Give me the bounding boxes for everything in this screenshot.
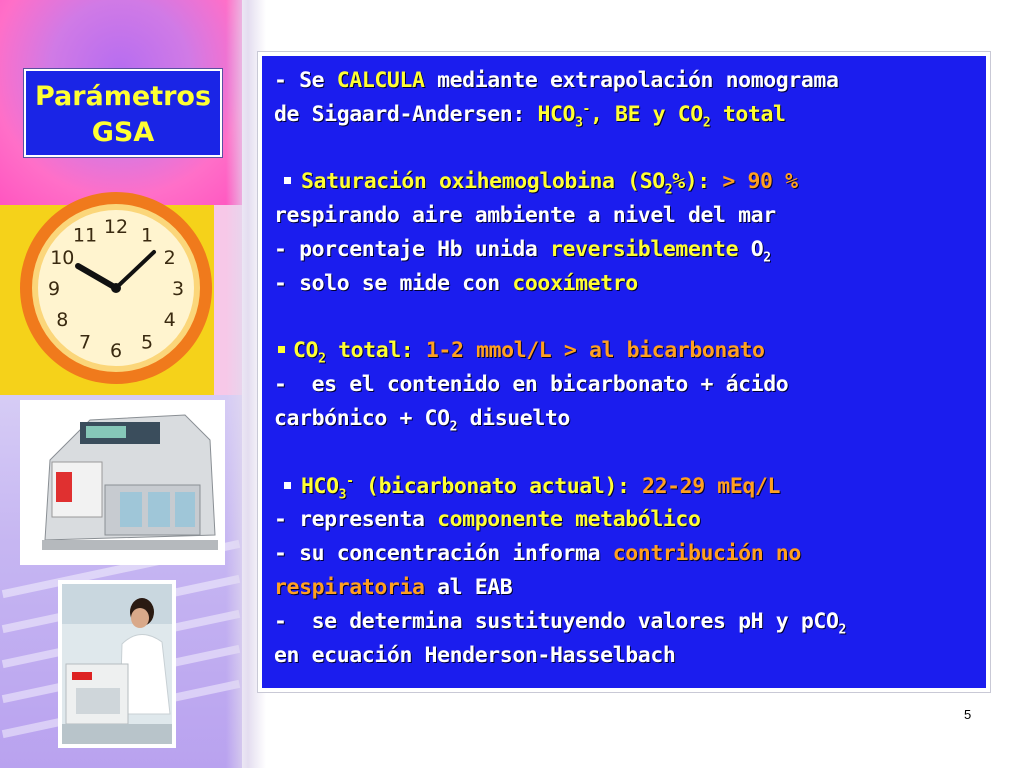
- bullet-icon: [284, 177, 291, 184]
- clock-numeral: 7: [78, 331, 92, 354]
- title-line-2: GSA: [91, 117, 155, 148]
- clock-numeral: 3: [171, 278, 185, 300]
- clock-numeral: 4: [163, 309, 176, 331]
- bullet-icon: [278, 346, 285, 353]
- title-line-1: Parámetros: [34, 81, 212, 112]
- clock-numeral: 9: [47, 278, 61, 300]
- clock-numeral: 2: [163, 247, 176, 269]
- clock-numeral: 12: [103, 216, 129, 238]
- lab-technician-photo-frame: [58, 580, 176, 748]
- text-line: - porcentaje Hb unida reversiblemente $O_2$: [274, 236, 771, 266]
- clock-numeral: 6: [109, 340, 123, 362]
- text-line: - es el contenido en bicarbonato + ácido: [274, 372, 789, 398]
- text-line: Saturación oxihemoglobina $(SO_2\%)$: > 90 %: [274, 165, 976, 199]
- clock-numeral: 1: [140, 224, 154, 247]
- slide-title: [24, 69, 222, 157]
- text-line: - se determina sustituyendo valores pH y pCO$_2$: [274, 608, 846, 638]
- clock-numeral: 5: [140, 331, 154, 354]
- clock-numeral: 10: [50, 247, 75, 269]
- text-line: en ecuación Henderson-Hasselbach: [274, 642, 676, 668]
- clock-numeral: 8: [56, 309, 69, 331]
- bullet-icon: [284, 482, 291, 489]
- text-line: - Se CALCULA mediante extrapolación nomograma: [274, 68, 839, 93]
- text-line: respiratoria al EAB: [274, 574, 513, 600]
- clock-numeral: 11: [72, 224, 98, 247]
- lab-technician-photo: [62, 584, 172, 744]
- text-line: $HCO_3^-$ (bicarbonato actual): 22-29 mEq/L: [274, 470, 976, 504]
- text-line: - solo se mide con cooxímetro: [274, 270, 638, 296]
- text-line: $CO_2$ total: 1-2 mmol/L > al bicarbonato: [274, 334, 976, 368]
- text-line: - su concentración informa contribución no: [274, 541, 801, 567]
- text-line: de Sigaard-Andersen: $HCO_3^-$, BE y $CO_2$ total: [274, 101, 786, 131]
- blood-gas-analyzer-image: [20, 400, 225, 565]
- page-number: 5: [964, 707, 972, 722]
- clock-icon: [18, 190, 214, 386]
- text-line: carbónico + $CO_2$ disuelto: [274, 405, 570, 435]
- text-line: respirando aire ambiente a nivel del mar: [274, 203, 776, 229]
- text-line: - representa componente metabólico: [274, 507, 701, 533]
- content-panel: [258, 52, 990, 692]
